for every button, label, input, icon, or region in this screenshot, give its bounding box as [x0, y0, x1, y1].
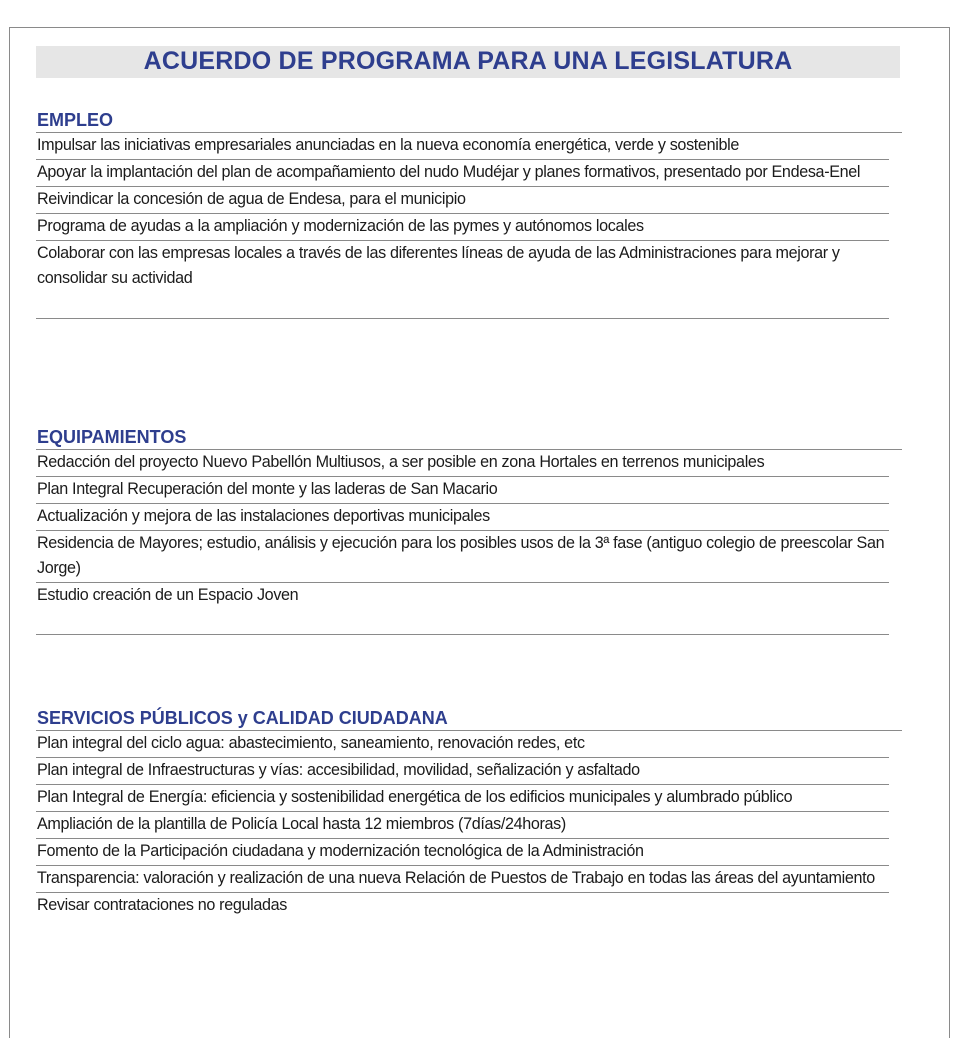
section-title: SERVICIOS PÚBLICOS y CALIDAD CIUDADANA — [36, 706, 902, 731]
section-title: EMPLEO — [36, 108, 902, 133]
section-empleo — [36, 108, 902, 319]
list-item: Apoyar la implantación del plan de acompañamiento del nudo Mudéjar y planes formativos, presentado por Endesa-Enel — [36, 160, 889, 187]
list-item: Plan integral del ciclo agua: abastecimiento, saneamiento, renovación redes, etc — [36, 731, 889, 758]
list-item: Reivindicar la concesión de agua de Endesa, para el municipio — [36, 187, 889, 214]
list-item: Transparencia: valoración y realización de una nueva Relación de Puestos de Trabajo en todas las áreas del ayuntamiento — [36, 866, 889, 893]
list-item: Programa de ayudas a la ampliación y modernización de las pymes y autónomos locales — [36, 214, 889, 241]
section-title: EQUIPAMIENTOS — [36, 425, 902, 450]
section-servicios-publicos — [36, 706, 902, 919]
list-item: Plan Integral Recuperación del monte y las laderas de San Macario — [36, 477, 889, 504]
list-item: Redacción del proyecto Nuevo Pabellón Multiusos, a ser posible en zona Hortales en terrenos municipales — [36, 450, 889, 477]
list-item: Colaborar con las empresas locales a través de las diferentes líneas de ayuda de las Administraciones para mejorar y consolidar su actividad — [36, 241, 889, 319]
list-item: Plan integral de Infraestructuras y vías: accesibilidad, movilidad, señalización y asfaltado — [36, 758, 889, 785]
list-item: Estudio creación de un Espacio Joven — [36, 583, 889, 635]
section-equipamientos — [36, 425, 902, 635]
list-item: Ampliación de la plantilla de Policía Local hasta 12 miembros (7días/24horas) — [36, 812, 889, 839]
page-title: ACUERDO DE PROGRAMA PARA UNA LEGISLATURA — [143, 47, 793, 75]
list-item: Impulsar las iniciativas empresariales anunciadas en la nueva economía energética, verde y sostenible — [36, 133, 889, 160]
list-item: Fomento de la Participación ciudadana y modernización tecnológica de la Administración — [36, 839, 889, 866]
list-item: Revisar contrataciones no reguladas — [36, 896, 287, 914]
list-item: Plan Integral de Energía: eficiencia y sostenibilidad energética de los edificios municipales y alumbrado público — [36, 785, 889, 812]
list-item: Actualización y mejora de las instalaciones deportivas municipales — [36, 504, 889, 531]
list-item: Residencia de Mayores; estudio, análisis y ejecución para los posibles usos de la 3ª fase (antiguo colegio de preescolar San Jorge) — [36, 531, 889, 583]
